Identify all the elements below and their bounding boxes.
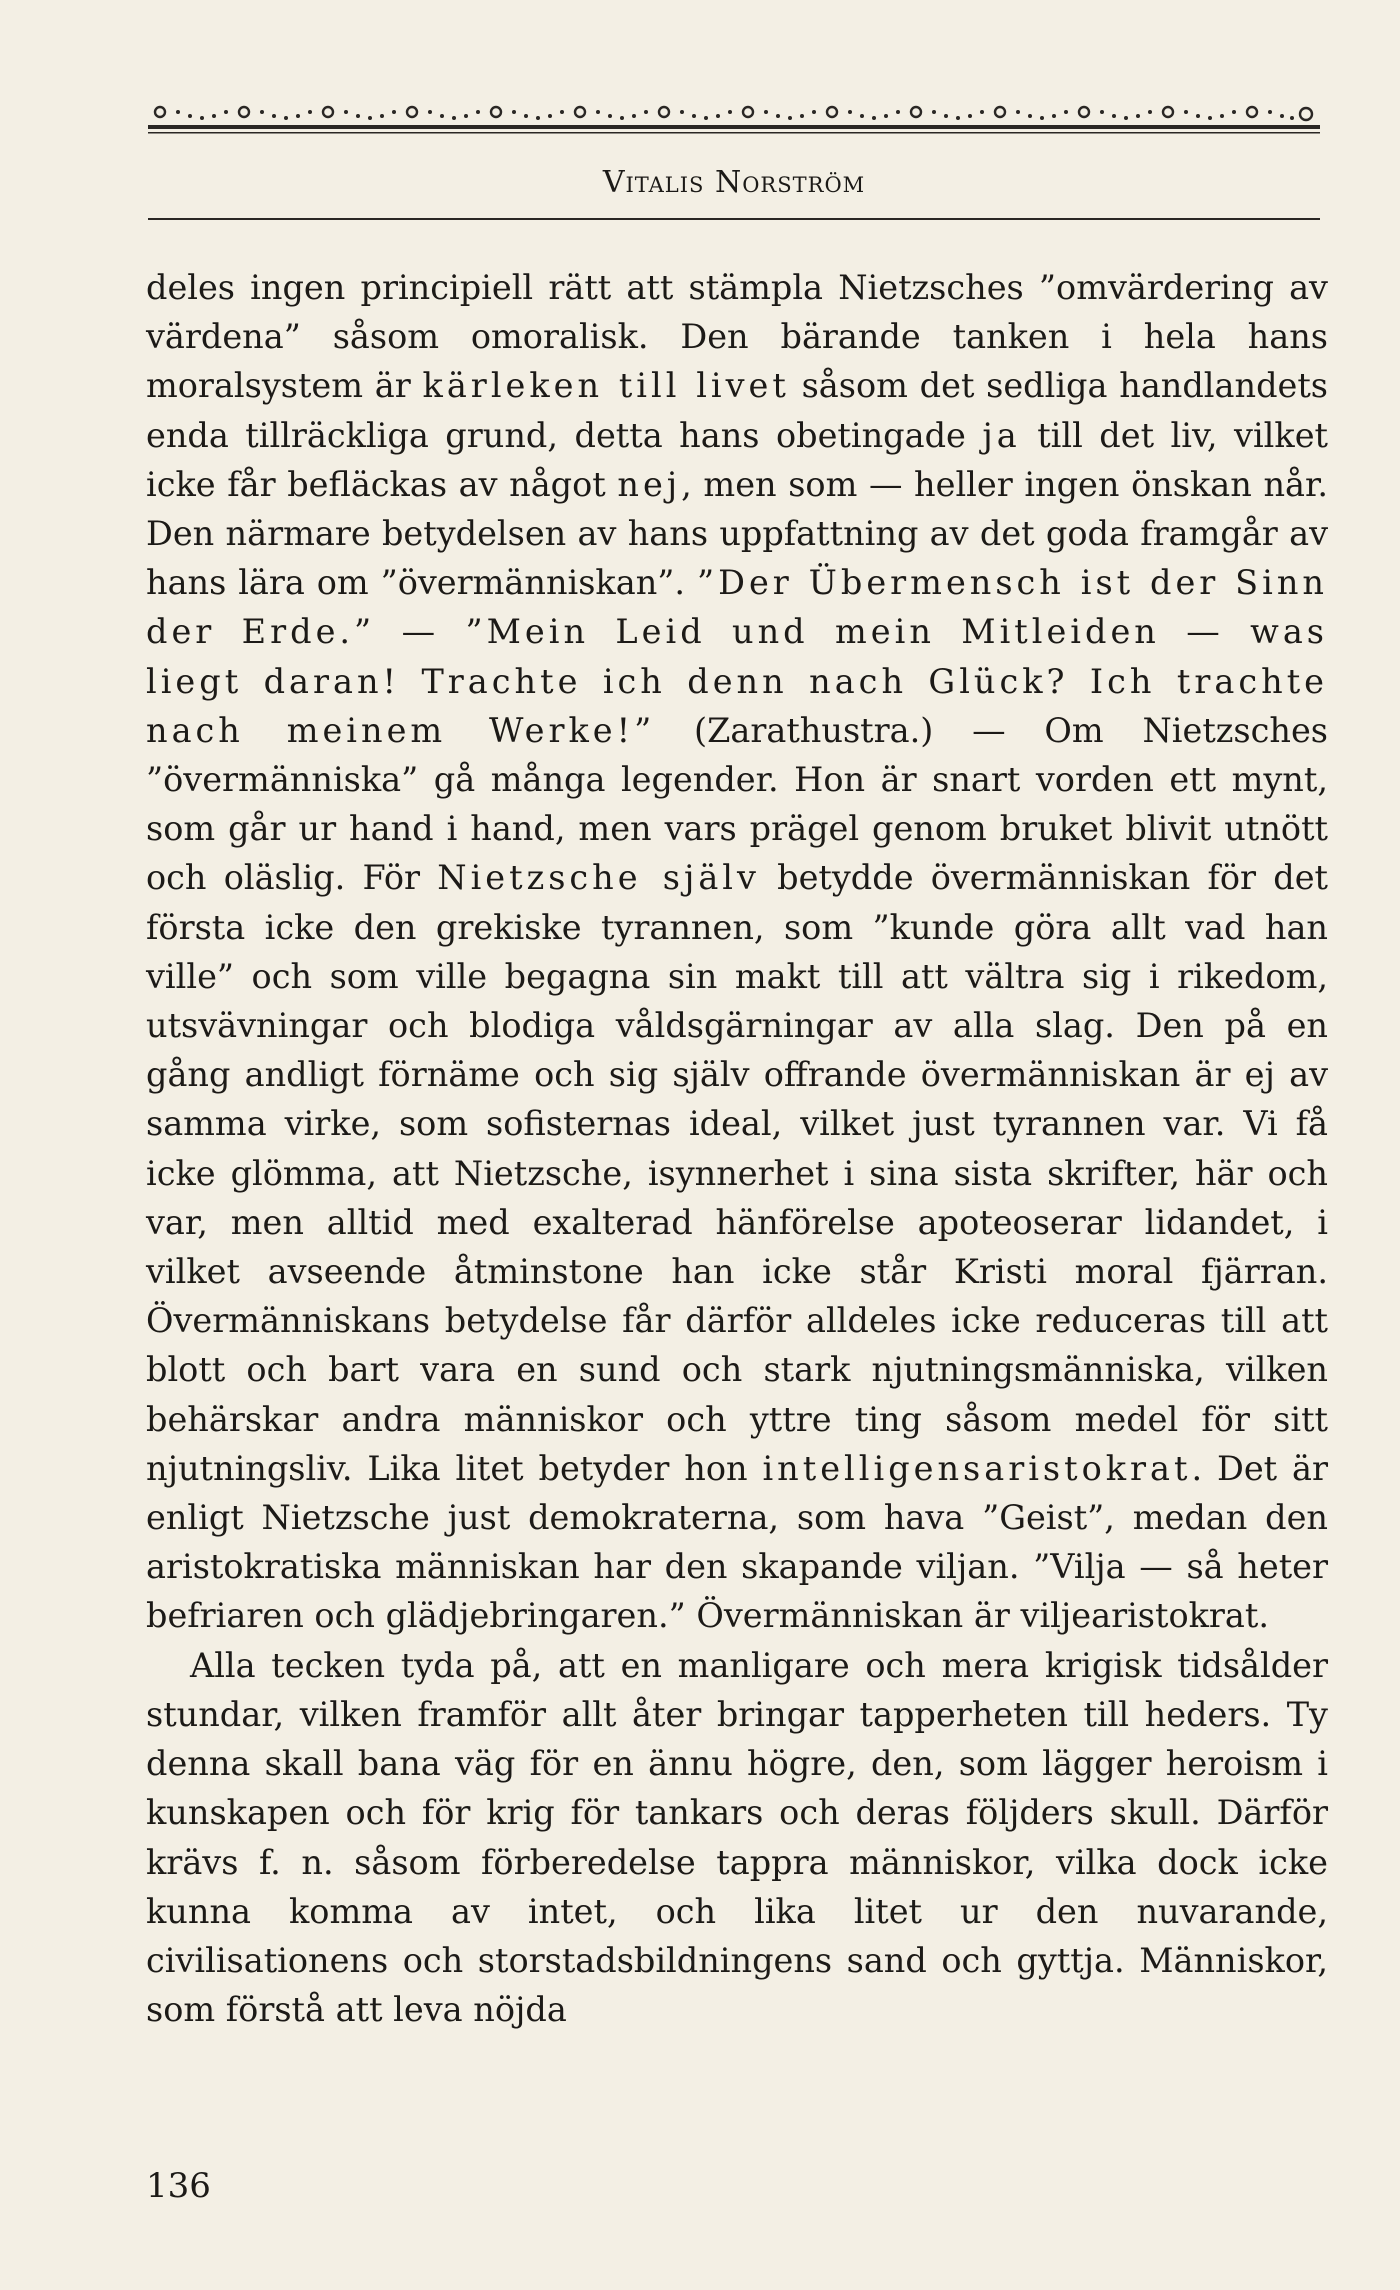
spaced-emphasis-text: kärleken till livet: [422, 366, 790, 406]
decorative-border-ornament: [148, 100, 1320, 140]
text-run: till det liv, vilket icke får befläckas av något: [146, 415, 1328, 504]
spaced-emphasis-text: ”Der Übermensch ist der Sinn der Erde.” — ”Mein Leid und mein Mitleiden — was liegt daran! Trachte ich denn nach Glück? Ich trachte nach meinem Werke!”: [146, 563, 1328, 750]
text-run: såsom det sedliga handlandets enda tillräckliga grund, detta hans obetingade: [146, 366, 1328, 455]
body-text: [146, 263, 1328, 2034]
text-run: Alla tecken tyda på, att en manligare och mera krigisk tidsålder stundar, vilken framför allt åter bringar tapperheten till heders. Ty denna skall bana väg för en ännu högre, den, som lägger heroism i kunskapen och för krig för tankars och deras följders skull. Därför krävs f. n. såsom förberedelse tappra människor, vilka dock icke kunna komma av intet, och lika litet ur den nuvarande, civilisationens och storstadsbildningens sand och gyttja. Människor, som förstå att leva nöjda: [146, 1645, 1328, 2030]
text-run: (Zarathustra.) — Om Nietzsches ”övermänniska” gå många legender. Hon är snart vorden ett mynt, som går ur hand i hand, men vars prägel genom bruket blivit utnött och oläslig. För: [146, 710, 1328, 898]
spaced-emphasis-text: intelligensaristokrat: [762, 1448, 1192, 1488]
header-rule: [148, 218, 1320, 220]
text-run: . Det är enligt Nietzsche just demokraterna, som hava ”Geist”, medan den aristokratiska människan har den skapande viljan. ”Vilja — så heter befriaren och glädjebringaren.” Övermänniskan är viljearistokrat.: [146, 1448, 1328, 1636]
page-number: 136: [146, 2166, 211, 2206]
paragraph: [146, 1641, 1328, 2035]
running-head: Vitalis Norström: [602, 165, 866, 200]
spaced-emphasis-text: Nietzsche själv: [437, 858, 760, 898]
text-run: deles ingen principiell rätt att stämpla Nietzsches ”omvärdering av värdena” såsom omoralisk. Den bärande tanken i hela hans moralsystem är: [146, 268, 1328, 406]
paragraph: [146, 263, 1328, 1641]
spaced-emphasis-text: nej: [617, 464, 682, 504]
text-run: , men som — heller ingen önskan når. Den närmare betydelsen av hans uppfattning av det goda framgår av hans lära om ”övermänniskan”.: [146, 464, 1328, 603]
text-run: betydde övermänniskan för det första icke den grekiske tyrannen, som ”kunde göra allt vad han ville” och som ville begagna sin makt till att vältra sig i rikedom, utsvävningar och blodiga våldsgärningar av alla slag. Den på en gång andligt förnäme och sig själv offrande övermänniskan är ej av samma virke, som sofisternas ideal, vilket just tyrannen var. Vi få icke glömma, att Nietzsche, isynnerhet i sina sista skrifter, här och var, men alltid med exalterad hänförelse apoteoserar lidandet, i vilket avseende åtminstone han icke står Kristi moral fjärran. Övermänniskans betydelse får därför alldeles icke reduceras till att blott och bart vara en sund och stark njutningsmänniska, vilken behärskar andra människor och yttre ting såsom medel för sitt njutningsliv. Lika litet betyder hon: [146, 858, 1328, 1488]
spaced-emphasis-text: ja: [982, 415, 1021, 455]
